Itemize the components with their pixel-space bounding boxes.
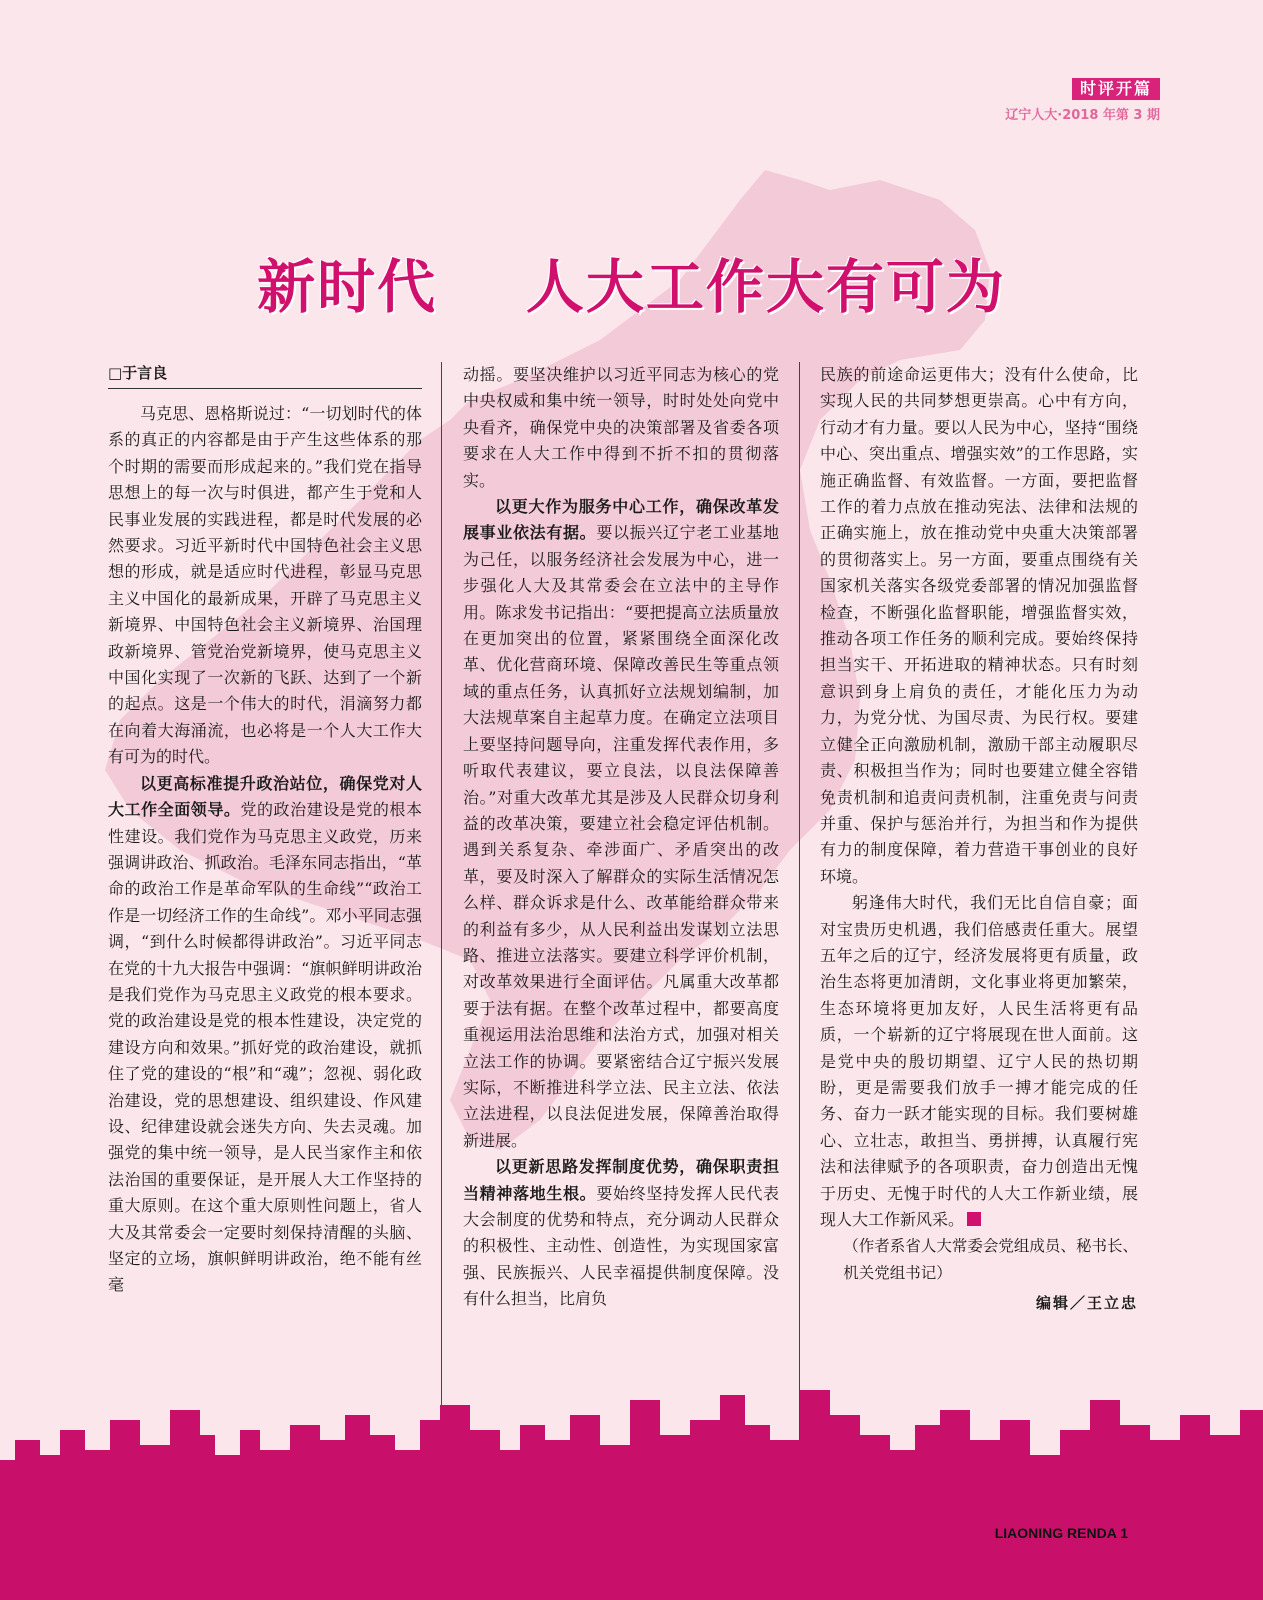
paragraph: 以更新思路发挥制度优势，确保职责担当精神落地生根。要始终坚持发挥人民代表大会制度的优势和特点，充分调动人民群众的积极性、主动性、创造性，为实现国家富强、民族振兴、人民幸福提供制度保障。没有什么担当，比肩负 (463, 1157, 779, 1309)
section-tag: 时评开篇 (1072, 78, 1160, 100)
paragraph-lead: 以更新思路发挥制度优势，确保职责担当精神落地生根。 (463, 1157, 779, 1203)
article-title: 新时代 人大工作大有可为 (257, 253, 1006, 321)
page-number: 1 (1120, 1525, 1128, 1541)
city-skyline-decoration (0, 1380, 1263, 1600)
issue-line: 辽宁人大·2018 年第 3 期 (1005, 108, 1160, 123)
editor-credit: 编辑／王立忠 (1035, 1294, 1138, 1313)
paragraph-lead: 以更高标准提升政治站位，确保党对人大工作全面领导。 (108, 773, 422, 820)
paragraph: 马克思、恩格斯说过：“一切划时代的体系的真正的内容都是由于产生这些体系的那个时期的需要而形成起来的。”我们党在指导思想上的每一次与时俱进，都产生于党和人民事业发展的实践进程，都是时代发展的必然要求。习近平新时代中国特色社会主义思想的形成，就是适应时代进程，彰显马克思主义中国化的最新成果，开辟了马克思主义新境界、中国特色社会主义新境界、治国理政新境界、管党治党新境界，使马克思主义中国化实现了一次新的飞跃、达到了一个新的起点。这是一个伟大的时代，涓滴努力都在向着大海涌流，也必将是一个人大工作大有可为的时代。 (108, 404, 422, 767)
column-2 (463, 362, 779, 1442)
paragraph: 民族的前途命运更伟大；没有什么使命，比实现人民的共同梦想更崇高。心中有方向，行动才有力量。要以人民为中心，坚持“围绕中心、突出重点、增强实效”的工作思路，实施正确监督、有效监督。一方面，要把监督工作的着力点放在推动宪法、法律和法规的正确实施上，放在推动党中央重大决策部署的贯彻落实上。另一方面，要重点围绕有关国家机关落实各级党委部署的情况加强监督检查，不断强化监督职能，增强监督实效，推动各项工作任务的顺利完成。要始终保持担当实干、开拓进取的精神状态。只有时刻意识到身上肩负的责任，才能化压力为动力，为党分忧、为国尽责、为民行权。要建立健全正向激励机制，激励干部主动履职尽责、积极担当作为；同时也要建立健全容错免责机制和追责问责机制，注重免责与问责并重、保护与惩治并行，为担当和作为提供有力的制度保障，着力营造干事创业的良好环境。 (820, 365, 1138, 886)
column-divider (799, 362, 800, 1442)
end-mark (967, 1212, 981, 1226)
column-1 (108, 362, 422, 1442)
byline: □于言良 (108, 362, 422, 389)
paragraph: 躬逢伟大时代，我们无比自信自豪；面对宝贵历史机遇，我们倍感责任重大。展望五年之后的辽宁，经济发展将更有质量，政治生态将更加清朗，文化事业将更加繁荣，生态环境将更加友好，人民生活将更有品质，一个崭新的辽宁将展现在世人面前。这是党中央的殷切期望、辽宁人民的热切期盼，更是需要我们放手一搏才能完成的任务、奋力一跃才能实现的目标。我们要树雄心、立壮志，敢担当、勇拼搏，认真履行宪法和法律赋予的各项职责，奋力创造出无愧于历史、无愧于时代的人大工作新业绩，展现人大工作新风采。 (820, 893, 1138, 1229)
paragraph: 动摇。要坚决维护以习近平同志为核心的党中央权威和集中统一领导，时时处处向党中央看齐，确保党中央的决策部署及省委各项要求在人大工作中得到不折不扣的贯彻落实。 (463, 365, 779, 490)
paragraph: 以更大作为服务中心工作，确保改革发展事业依法有据。要以振兴辽宁老工业基地为己任，以服务经济社会发展为中心，进一步强化人大及其常委会在立法中的主导作用。陈求发书记指出：“要把提高立法质量放在更加突出的位置，紧紧围绕全面深化改革、优化营商环境、保障改善民生等重点领域的重点任务，认真抓好立法规划编制，加大法规草案自主起草力度。在确定立法项目上要坚持问题导向，注重发挥代表作用，多听取代表建议，要立良法，以良法保障善治。”对重大改革尤其是涉及人民群众切身利益的改革决策，要建立社会稳定评估机制。遇到关系复杂、牵涉面广、矛盾突出的改革，要及时深入了解群众的实际生活情况怎么样、群众诉求是什么、改革能给群众带来的利益有多少，从人民利益出发谋划立法思路、推进立法落实。要建立科学评价机制，对改革效果进行全面评估。凡属重大改革都要于法有据。在整个改革过程中，都要高度重视运用法治思维和法治方式，加强对相关立法工作的协调。要紧密结合辽宁振兴发展实际，不断推进科学立法、民主立法、依法立法进程，以良法促进发展，保障善治取得新进展。 (463, 497, 779, 1150)
column-3 (820, 362, 1138, 1442)
footer-magazine: LIAONING RENDA 1 (994, 1525, 1128, 1541)
paragraph: 以更高标准提升政治站位，确保党对人大工作全面领导。党的政治建设是党的根本性建设。我们党作为马克思主义政党，历来强调讲政治、抓政治。毛泽东同志指出，“革命的政治工作是革命军队的生命线”“政治工作是一切经济工作的生命线”。邓小平同志强调，“到什么时候都得讲政治”。习近平同志在党的十九大报告中强调：“旗帜鲜明讲政治是我们党作为马克思主义政党的根本要求。党的政治建设是党的根本性建设，决定党的建设方向和效果。”抓好党的政治建设，就抓住了党的建设的“根”和“魂”；忽视、弱化政治建设，党的思想建设、组织建设、作风建设、纪律建设就会迷失方向、失去灵魂。加强党的集中统一领导，是人民当家作主和依法治国的重要保证，是开展人大工作坚持的重大原则。在这个重大原则性问题上，省人大及其常委会一定要时刻保持清醒的头脑、坚定的立场，旗帜鲜明讲政治，绝不能有丝毫 (108, 773, 422, 1295)
author-note: （作者系省人大常委会党组成员、秘书长、机关党组书记） (843, 1237, 1138, 1282)
paragraph-lead: 以更大作为服务中心工作，确保改革发展事业依法有据。 (463, 497, 779, 543)
column-divider (441, 362, 442, 1442)
